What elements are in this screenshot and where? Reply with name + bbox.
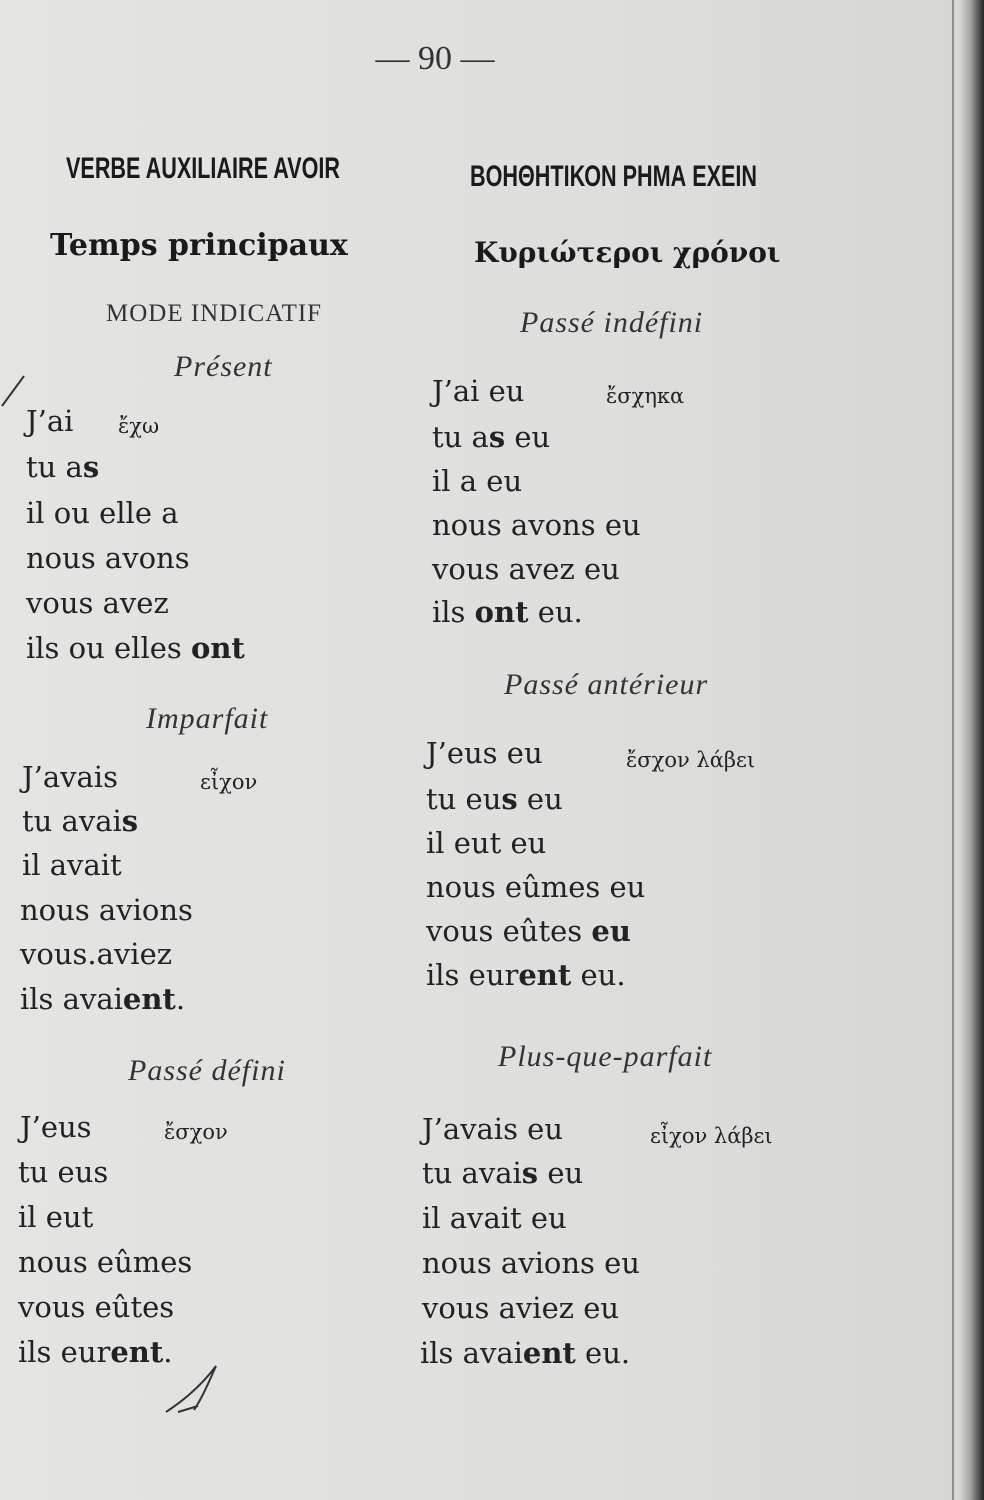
line: il eut eu <box>426 826 547 860</box>
line: ils avaient. <box>20 982 186 1016</box>
left-heading: VERBE AUXILIAIRE AVOIR <box>66 152 341 185</box>
line: J’eus <box>20 1110 92 1144</box>
tense-title-passe-anterieur: Passé antérieur <box>504 668 709 701</box>
pencil-tick-mark <box>0 370 30 410</box>
tense-title-passe-defini: Passé défini <box>128 1054 286 1087</box>
right-heading: ΒΟΗΘΗΤΙΚΟΝ ΡΗΜΑ ΕΧΕΙΝ <box>470 160 758 193</box>
pencil-scribble-mark <box>158 1360 228 1420</box>
line: tu as eu <box>432 420 551 454</box>
page-edge-shadow <box>960 0 984 1500</box>
line: J’eus eu <box>426 736 543 770</box>
greek-passe-anterieur: ἔσχον λάβει <box>626 748 756 772</box>
line: vous avez <box>26 586 169 620</box>
tense-title-passe-indefini: Passé indéfini <box>520 306 704 339</box>
line: tu eus <box>18 1155 109 1189</box>
line: ils eurent eu. <box>426 958 626 992</box>
greek-plus-que-parfait: εἶχον λάβει <box>650 1124 773 1148</box>
greek-present: ἔχω <box>118 414 160 438</box>
line: il avait <box>22 848 122 882</box>
line: ils eurent. <box>18 1335 173 1369</box>
line: nous avons eu <box>432 508 641 542</box>
line: J’ai <box>26 404 74 438</box>
left-subheading: Temps principaux <box>50 228 348 263</box>
line: nous eûmes eu <box>426 870 646 904</box>
line: tu avais <box>22 804 139 838</box>
tense-title-imparfait: Imparfait <box>146 702 269 735</box>
line: ils ou elles ont <box>26 631 245 665</box>
line: vous eûtes eu <box>426 914 631 948</box>
mode-label: MODE INDICATIF <box>106 300 323 327</box>
line: il a eu <box>432 464 523 498</box>
line: il ou elle a <box>26 496 179 530</box>
line: il avait eu <box>422 1201 567 1235</box>
line: nous avions <box>20 893 193 927</box>
page-number: — 90 — <box>375 40 495 77</box>
line: J’ai eu <box>432 374 525 408</box>
line: nous eûmes <box>18 1245 193 1279</box>
line: tu eus eu <box>426 782 563 816</box>
greek-passe-defini: ἔσχον <box>164 1120 228 1144</box>
line: il eut <box>18 1200 94 1234</box>
line: vous aviez eu <box>422 1291 620 1325</box>
tense-title-present: Présent <box>174 350 273 383</box>
greek-passe-indefini: ἔσχηκα <box>606 384 685 408</box>
line: vous.aviez <box>20 937 173 971</box>
line: tu avais eu <box>422 1156 584 1190</box>
line: vous eûtes <box>18 1290 175 1324</box>
right-subheading: Κυριώτεροι χρόνοι <box>474 236 781 269</box>
line: nous avons <box>26 541 190 575</box>
line: J’avais eu <box>422 1112 564 1146</box>
tense-title-plus-que-parfait: Plus-que-parfait <box>498 1040 713 1073</box>
line: tu as <box>26 450 100 484</box>
greek-imparfait: εἶχον <box>200 770 258 794</box>
line: vous avez eu <box>432 552 620 586</box>
line: ils ont eu. <box>432 595 583 629</box>
line: nous avions eu <box>422 1246 640 1280</box>
line: ils avaient eu. <box>420 1336 631 1370</box>
line: J’avais <box>22 760 118 794</box>
page-edge-line <box>952 0 954 1500</box>
